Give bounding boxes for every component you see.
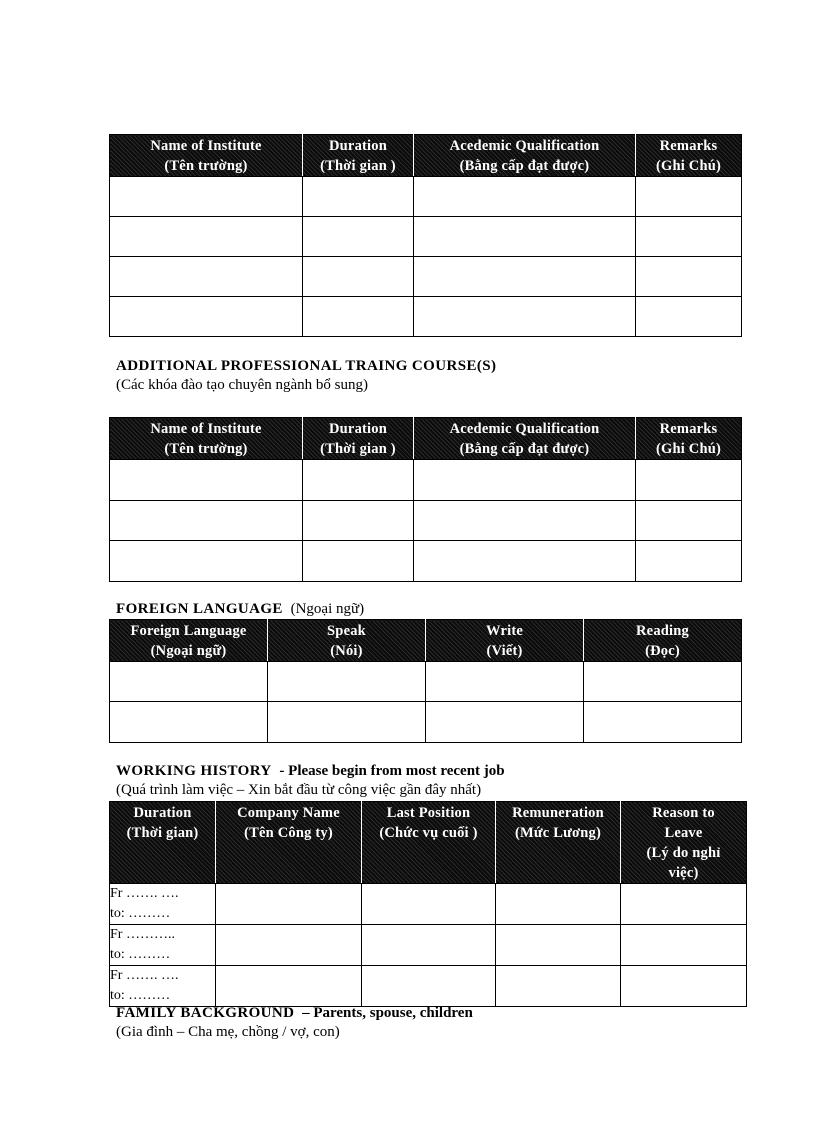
input-cell[interactable] [496,884,621,925]
duration-cell[interactable]: Fr ……….. to: ……… [110,925,216,966]
input-cell[interactable] [414,177,636,217]
language-section-heading [116,600,364,619]
work-section-heading [116,762,505,800]
input-cell[interactable] [621,925,747,966]
input-cell[interactable] [303,460,414,501]
header-duration: Duration (Thời gian ) [303,135,414,177]
input-cell[interactable] [362,966,496,1007]
table-row [110,297,742,337]
input-cell[interactable] [303,297,414,337]
input-cell[interactable] [110,177,303,217]
input-cell[interactable] [303,501,414,541]
training-section-heading [116,357,496,395]
input-cell[interactable] [268,662,426,702]
table-row [110,884,747,925]
input-cell[interactable] [110,217,303,257]
input-cell[interactable] [216,966,362,1007]
input-cell[interactable] [110,297,303,337]
table-row [110,662,742,702]
header-qualification: Acedemic Qualification (Bằng cấp đạt được) [414,418,636,460]
header-duration: Duration (Thời gian) [110,802,216,884]
input-cell[interactable] [414,257,636,297]
input-cell[interactable] [362,884,496,925]
work-subtitle: (Quá trình làm việc – Xin bắt đầu từ công việc gần đây nhất) [116,782,482,798]
input-cell[interactable] [303,217,414,257]
duration-cell[interactable]: Fr ……. …. to: ……… [110,884,216,925]
table-row [110,177,742,217]
header-last-position: Last Position (Chức vụ cuối ) [362,802,496,884]
family-section-heading [116,1004,473,1042]
header-duration: Duration (Thời gian ) [303,418,414,460]
input-cell[interactable] [636,501,742,541]
input-cell[interactable] [636,297,742,337]
input-cell[interactable] [268,702,426,743]
header-speak: Speak (Nói) [268,620,426,662]
duration-cell[interactable]: Fr ……. …. to: ……… [110,966,216,1007]
education-table [109,134,742,337]
input-cell[interactable] [110,541,303,582]
input-cell[interactable] [584,702,742,743]
input-cell[interactable] [426,702,584,743]
input-cell[interactable] [496,966,621,1007]
header-company-name: Company Name (Tên Công ty) [216,802,362,884]
input-cell[interactable] [636,541,742,582]
work-history-table [109,801,747,1007]
input-cell[interactable] [110,460,303,501]
family-subtitle: (Gia đình – Cha mẹ, chồng / vợ, con) [116,1024,340,1040]
work-title-suffix: - Please begin from most recent job [279,763,505,779]
input-cell[interactable] [110,257,303,297]
table-row [110,925,747,966]
input-cell[interactable] [216,925,362,966]
table-row [110,257,742,297]
table-row [110,702,742,743]
header-remarks: Remarks (Ghi Chú) [636,418,742,460]
header-remarks: Remarks (Ghi Chú) [636,135,742,177]
input-cell[interactable] [636,177,742,217]
input-cell[interactable] [303,541,414,582]
language-table [109,619,742,743]
header-reading: Reading (Đọc) [584,620,742,662]
input-cell[interactable] [621,884,747,925]
input-cell[interactable] [621,966,747,1007]
input-cell[interactable] [110,702,268,743]
input-cell[interactable] [636,460,742,501]
training-table [109,417,742,582]
language-title-vi: (Ngoại ngữ) [290,601,365,617]
input-cell[interactable] [303,257,414,297]
input-cell[interactable] [496,925,621,966]
input-cell[interactable] [303,177,414,217]
input-cell[interactable] [110,662,268,702]
header-name-of-institute: Name of Institute (Tên trường) [110,135,303,177]
input-cell[interactable] [110,501,303,541]
header-write: Write (Viết) [426,620,584,662]
input-cell[interactable] [636,217,742,257]
input-cell[interactable] [216,884,362,925]
table-row [110,460,742,501]
header-name-of-institute: Name of Institute (Tên trường) [110,418,303,460]
input-cell[interactable] [426,662,584,702]
input-cell[interactable] [636,257,742,297]
training-subtitle: (Các khóa đào tạo chuyên ngành bổ sung) [116,377,369,393]
header-remuneration: Remuneration (Mức Lương) [496,802,621,884]
language-title: FOREIGN LANGUAGE [116,601,283,617]
training-title: ADDITIONAL PROFESSIONAL TRAING COURSE(S) [116,358,497,374]
header-qualification: Acedemic Qualification (Bằng cấp đạt được) [414,135,636,177]
input-cell[interactable] [414,460,636,501]
header-reason-to-leave: Reason to Leave (Lý do nghỉ việc) [621,802,747,884]
input-cell[interactable] [414,501,636,541]
table-row [110,541,742,582]
input-cell[interactable] [414,297,636,337]
input-cell[interactable] [362,925,496,966]
input-cell[interactable] [414,541,636,582]
family-title: FAMILY BACKGROUND [116,1005,295,1021]
family-title-suffix: – Parents, spouse, children [302,1005,473,1021]
header-foreign-language: Foreign Language (Ngoại ngữ) [110,620,268,662]
table-row [110,966,747,1007]
work-title: WORKING HISTORY [116,763,272,779]
input-cell[interactable] [414,217,636,257]
table-row [110,501,742,541]
input-cell[interactable] [584,662,742,702]
table-row [110,217,742,257]
